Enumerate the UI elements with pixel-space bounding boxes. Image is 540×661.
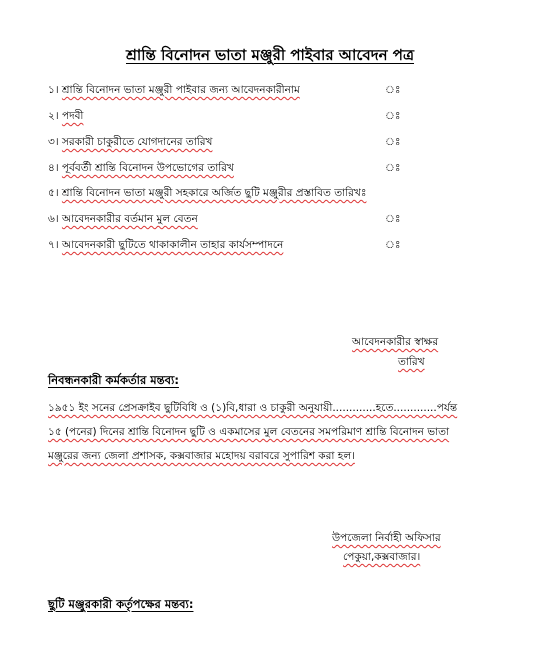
item-label: পদবী — [61, 110, 84, 122]
paragraph-line — [48, 444, 484, 468]
item-label: আবেদনকারী ছুটিতে থাকাকালীন তাহার কার্যসম্পাদনে — [61, 239, 284, 251]
item-number: ৩। — [48, 136, 59, 148]
item-label: পূর্ববর্তী শ্রান্তি বিনোদন উপভোগের তারিখ — [61, 162, 234, 174]
form-item-3 — [48, 135, 212, 149]
applicant-signature-label — [352, 335, 438, 349]
applicant-signature-text: আবেদনকারীর স্বাক্ষর — [352, 336, 439, 348]
item-colon: ঃ — [385, 84, 401, 96]
registrar-comment-heading: নিবন্ধনকারী কর্মকর্তার মন্তব্য: — [48, 373, 179, 387]
item-colon: ঃ — [385, 162, 401, 174]
item-colon: ঃ — [385, 110, 401, 122]
item-label: শ্রান্তি বিনোদন ভাতা মঞ্জুরী পাইবার জন্য আবেদনকারীনাম — [61, 84, 300, 96]
paragraph-line-text: মঞ্জুরের জন্য জেলা প্রশাসক, কক্সবাজার মহোদয় বরাবরে সুপারিশ করা হল। — [48, 450, 355, 462]
applicant-date-label — [398, 355, 425, 369]
item-label: সরকারী চাকুরীতে যোগদানের তারিখ — [61, 136, 213, 148]
item-number: ১। — [48, 84, 59, 96]
registrar-comment-paragraph — [48, 396, 484, 468]
form-title — [0, 45, 540, 65]
form-item-6 — [48, 212, 198, 226]
paragraph-line-text: ১৫ (পনের) দিনের শ্রান্তি বিনোদন ছুটি ও একমাসের মুল বেতনের সমপরিমাণ শ্রান্তি বিনোদন ভাতা — [48, 426, 450, 438]
item-number: ৫। — [48, 187, 59, 199]
officer-title-text: উপজেলা নির্বাহী অফিসার — [332, 532, 441, 544]
applicant-date-text: তারিখ — [398, 356, 425, 368]
form-item-4 — [48, 161, 234, 175]
form-item-5 — [48, 186, 366, 200]
officer-place — [343, 550, 420, 564]
item-colon: ঃ — [385, 239, 401, 251]
form-title-text: শ্রান্তি বিনোদন ভাতা মঞ্জুরী পাইবার আবেদন পত্র — [125, 46, 415, 64]
paragraph-line-text: ১৯৫১ ইং সনের প্রেসক্রাইব ছুটিবিধি ও (১)বি,ধারা ও চাকুরী অনুযায়ী.............হতে.............পর্যন্ত — [48, 402, 458, 414]
form-item-2 — [48, 109, 83, 123]
item-number: ২। — [48, 110, 59, 122]
item-number: ৪। — [48, 162, 59, 174]
form-item-1 — [48, 83, 300, 97]
item-colon: ঃ — [385, 136, 401, 148]
authority-comment-heading: ছুটি মঞ্জুরকারী কর্তৃপক্ষের মন্তব্য: — [48, 597, 194, 611]
officer-place-text: পেকুয়া,কক্সবাজার। — [343, 551, 421, 563]
item-number: ৬। — [48, 213, 59, 225]
officer-title — [332, 531, 441, 545]
form-item-7 — [48, 238, 283, 252]
paragraph-line — [48, 396, 484, 420]
item-colon: ঃ — [385, 213, 401, 225]
paragraph-line — [48, 420, 484, 444]
item-label: আবেদনকারীর বর্তমান মুল বেতন — [61, 213, 198, 225]
item-label: শ্রান্তি বিনোদন ভাতা মঞ্জুরী সহকারে অর্জিত ছুটি মঞ্জুরীর প্রস্তাবিত তারিখঃ — [61, 187, 367, 199]
item-number: ৭। — [48, 239, 59, 251]
